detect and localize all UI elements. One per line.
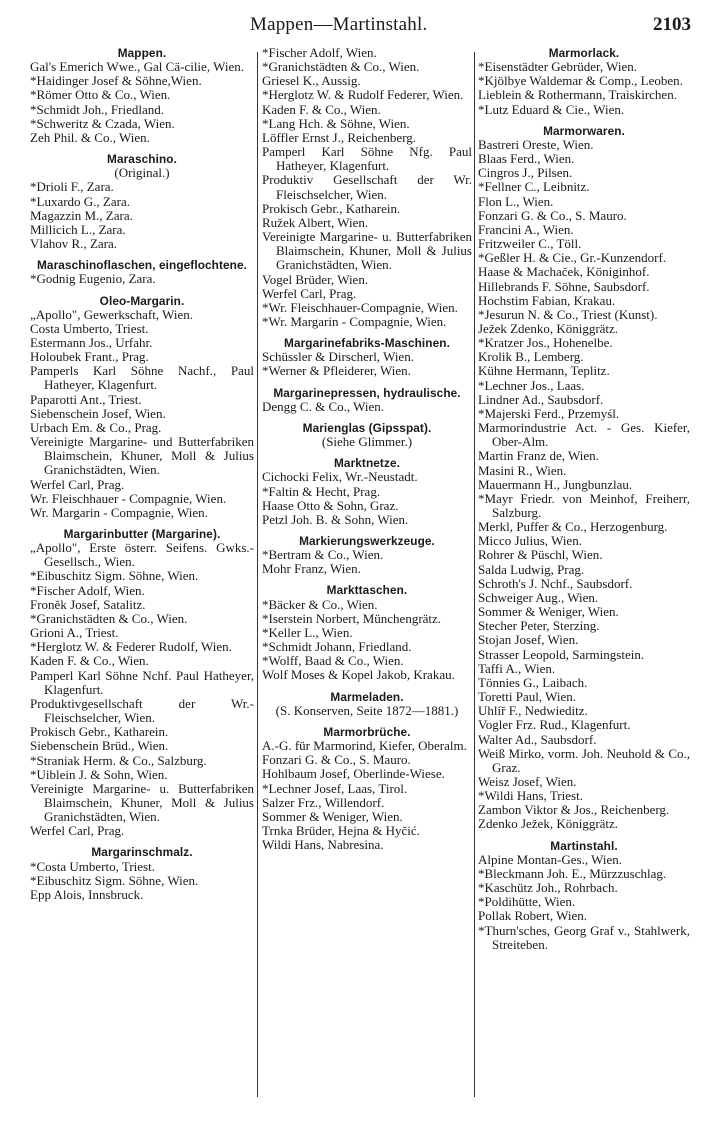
directory-entry: *Bertram & Co., Wien. — [262, 547, 384, 563]
directory-entry: *Granichstädten & Co., Wien. — [30, 610, 188, 626]
directory-entry: *Wr. Fleischhauer-Compagnie, Wien. — [262, 299, 458, 315]
directory-entry: Petzl Joh. B. & Sohn, Wien. — [262, 511, 409, 527]
section-heading: Markttaschen. — [326, 583, 408, 598]
directory-entry: Schüssler & Dirscherl, Wien. — [262, 349, 414, 365]
directory-entry: *Fischer Adolf, Wien. — [30, 582, 145, 598]
directory-entry: Zdenko Ježek, Königgrätz. — [478, 816, 619, 832]
directory-entry: Strasser Leopold, Sarmingstein. — [478, 646, 645, 662]
directory-entry: Salda Ludwig, Prag. — [478, 561, 585, 577]
directory-entry: Vereinigte Margarine- u. Butterfabriken Blaimschein, Khuner, Moll & Julius Granichstädten, Wien. — [262, 229, 472, 273]
directory-entry: Taffi A., Wien. — [478, 660, 556, 676]
directory-entry: Wr. Margarin - Compagnie, Wien. — [30, 504, 208, 520]
directory-entry: Zeh Phil. & Co., Wien. — [30, 129, 150, 145]
directory-entry: Cingros J., Pilsen. — [478, 165, 573, 181]
directory-entry: *Wildi Hans, Triest. — [478, 788, 583, 804]
directory-entry: Salzer Frz., Willendorf. — [262, 794, 385, 810]
directory-entry: A.-G. für Marmorind, Kiefer, Oberalm. — [262, 738, 467, 754]
section-note: (Original.) — [114, 165, 170, 181]
directory-entry: Pamperl Karl Söhne Nchf. Paul Hatheyer, Klagenfurt. — [30, 667, 254, 697]
directory-entry: Grioni A., Triest. — [30, 625, 119, 641]
directory-entry: Pollak Robert, Wien. — [478, 908, 588, 924]
section-heading: Marienglas (Gipsspat). — [302, 420, 432, 435]
directory-entry: *Herglotz W. & Federer Rudolf, Wien. — [30, 639, 232, 655]
directory-entry: Ježek Zdenko, Königgrätz. — [478, 320, 619, 336]
directory-entry: Ružek Albert, Wien. — [262, 214, 369, 230]
directory-entry: Vereinigte Margarine- und Butterfabriken Blaimschein, Khuner, Moll & Julius Granichstädten, Wien. — [30, 434, 254, 478]
directory-entry: Schroth's J. Nchf., Saubsdorf. — [478, 575, 633, 591]
directory-entry: *Keller L., Wien. — [262, 624, 353, 640]
directory-entry: Kaden F. & Co., Wien. — [262, 101, 381, 117]
directory-entry: Rohrer & Püschl, Wien. — [478, 547, 603, 563]
section-gap — [30, 145, 254, 152]
directory-entry: *Mayr Friedr. von Meinhof, Freiherr, Salzburg. — [478, 490, 690, 520]
directory-entry: *Lutz Eduard & Cie., Wien. — [478, 101, 625, 117]
directory-entry: Hillebrands F. Söhne, Saubsdorf. — [478, 278, 650, 294]
directory-entry: Krolik B., Lemberg. — [478, 349, 584, 365]
directory-entry: Wolf Moses & Kopel Jakob, Krakau. — [262, 667, 455, 683]
directory-entry: Sommer & Weniger, Wien. — [478, 604, 619, 620]
section-heading: Margarinepressen, hydraulische. — [273, 385, 461, 400]
section-heading: Maraschinoflaschen, eingeflochtene. — [37, 258, 247, 273]
directory-entry: Prokisch Gebr., Katharein. — [30, 724, 169, 740]
directory-entry: Wildi Hans, Nabresina. — [262, 837, 384, 853]
directory-entry: Werfel Carl, Prag. — [30, 823, 125, 839]
section-gap — [262, 576, 472, 583]
directory-entry: *Lechner Josef, Laas, Tirol. — [262, 780, 408, 796]
directory-entry: Zambon Viktor & Jos., Reichenberg. — [478, 802, 670, 818]
directory-entry: *Costa Umberto, Triest. — [30, 858, 155, 874]
section-gap — [262, 329, 472, 336]
directory-entry: Kühne Hermann, Teplitz. — [478, 363, 610, 379]
directory-entry: *Bleckmann Joh. E., Mürzzuschlag. — [478, 865, 667, 881]
directory-entry: Costa Umberto, Triest. — [30, 320, 149, 336]
section-gap — [262, 683, 472, 690]
section-heading: Margarinbutter (Margarine). — [63, 527, 221, 541]
directory-entry: *Römer Otto & Co., Wien. — [30, 87, 171, 103]
directory-entry: Holoubek Frant., Prag. — [30, 349, 149, 365]
section-heading: Markierungswerkzeuge. — [299, 534, 435, 548]
directory-entry: *Fischer Adolf, Wien. — [262, 45, 377, 60]
directory-entry: Vereinigte Margarine- u. Butterfabriken Blaimschein, Khuner, Moll & Julius Granichstädten, Wien. — [30, 780, 254, 825]
directory-entry: Walter Ad., Saubsdorf. — [478, 731, 597, 747]
directory-entry: Mohr Franz, Wien. — [262, 561, 361, 577]
directory-entry: *Poldihütte, Wien. — [478, 894, 576, 910]
directory-entry: Lindner Ad., Saubsdorf. — [478, 391, 604, 407]
directory-entry: Prokisch Gebr., Katharein. — [262, 200, 401, 216]
directory-entry: Siebenschein Josef, Wien. — [30, 405, 166, 421]
section-gap — [478, 117, 690, 124]
directory-entry: *Lang Hch. & Söhne, Wien. — [262, 115, 410, 131]
column-middle — [262, 46, 472, 852]
directory-entry: *Straniak Herm. & Co., Salzburg. — [30, 752, 207, 768]
column-divider — [474, 52, 475, 1097]
section-gap — [262, 414, 472, 421]
directory-entry: Cichocki Felix, Wr.-Neustadt. — [262, 469, 418, 485]
directory-entry: *Werner & Pfleiderer, Wien. — [262, 363, 411, 379]
section-gap — [30, 520, 254, 527]
directory-entry: Weiß Mirko, vorm. Joh. Neuhold & Co., Graz. — [478, 745, 690, 775]
directory-entry: *Geßler H. & Cie., Gr.-Kunzendorf. — [478, 250, 667, 266]
directory-entry: Stecher Peter, Sterzing. — [478, 618, 600, 634]
directory-entry: *Bäcker & Co., Wien. — [262, 596, 378, 612]
directory-entry: *Eibuschitz Sigm. Söhne, Wien. — [30, 872, 199, 888]
section-note: (Siehe Glimmer.) — [321, 434, 413, 450]
section-heading: Maraschino. — [107, 152, 177, 167]
directory-entry: Griesel K., Aussig. — [262, 73, 361, 89]
section-gap — [262, 718, 472, 725]
page-header — [0, 14, 727, 44]
directory-entry: Werfel Carl, Prag. — [262, 285, 357, 301]
directory-entry: *Wr. Margarin - Compagnie, Wien. — [262, 313, 447, 329]
directory-entry: Sommer & Weniger, Wien. — [262, 808, 403, 824]
directory-entry: Pamperls Karl Söhne Nachf., Paul Hatheyer, Klagenfurt. — [30, 363, 254, 393]
section-note: (S. Konserven, Seite 1872—1881.) — [275, 702, 459, 718]
column-right — [478, 46, 690, 952]
page-number: 2103 — [653, 14, 691, 35]
directory-entry: Francini A., Wien. — [478, 221, 574, 237]
directory-entry: Merkl, Puffer & Co., Herzogenburg. — [478, 519, 668, 535]
directory-entry: Blaas Ferd., Wien. — [478, 151, 575, 167]
directory-entry: Toretti Paul, Wien. — [478, 689, 576, 705]
directory-entry: Froněk Josef, Satalitz. — [30, 596, 146, 612]
directory-entry: *Kjölbye Waldemar & Comp., Leoben. — [478, 73, 683, 89]
directory-entry: *Schmidt Johann, Friedland. — [262, 639, 412, 655]
directory-entry: *Jesurun N. & Co., Triest (Kunst). — [478, 306, 658, 322]
directory-entry: *Schweritz & Czada, Wien. — [30, 115, 175, 131]
directory-entry: Produktiv Gesellschaft der Wr. Fleischselcher, Wien. — [262, 172, 472, 202]
directory-entry: Fonzari G. & Co., S. Mauro. — [262, 752, 411, 768]
directory-entry: Estermann Jos., Urfahr. — [30, 334, 153, 350]
section-gap — [30, 287, 254, 294]
directory-entry: „Apollo", Erste österr. Seifens. Gwks.-Gesellsch., Wien. — [30, 540, 254, 570]
directory-entry: Bastreri Oreste, Wien. — [478, 136, 594, 152]
directory-entry: Wr. Fleischhauer - Compagnie, Wien. — [30, 490, 227, 506]
column-left — [30, 46, 254, 902]
section-gap — [478, 832, 690, 839]
section-heading: Martinstahl. — [550, 838, 618, 853]
directory-entry: *Kratzer Jos., Hohenelbe. — [478, 335, 613, 351]
directory-entry: Siebenschein Brüd., Wien. — [30, 738, 169, 754]
directory-entry: Martin Franz de, Wien. — [478, 448, 599, 464]
page-title: Mappen—Martinstahl. — [250, 14, 428, 35]
directory-entry: *Eisenstädter Gebrüder, Wien. — [478, 59, 637, 75]
directory-entry: *Thurn'sches, Georg Graf v., Stahlwerk, Streiteben. — [478, 922, 690, 952]
directory-entry: Haase Otto & Sohn, Graz. — [262, 497, 399, 513]
directory-entry: Kaden F. & Co., Wien. — [30, 653, 149, 669]
section-heading: Margarinschmalz. — [91, 845, 193, 860]
directory-entry: Weisz Josef, Wien. — [478, 773, 577, 789]
section-heading: Mappen. — [117, 46, 167, 60]
directory-entry: Haase & Machaček, Königinhof. — [478, 264, 650, 280]
directory-entry: Tönnies G., Laibach. — [478, 674, 588, 690]
directory-entry: *Lechner Jos., Laas. — [478, 377, 585, 393]
directory-entry: *Luxardo G., Zara. — [30, 193, 130, 209]
directory-entry: Hohlbaum Josef, Oberlinde-Wiese. — [262, 766, 445, 782]
directory-entry: *Kaschütz Joh., Rohrbach. — [478, 880, 618, 896]
directory-entry: Micco Julius, Wien. — [478, 533, 582, 549]
section-gap — [262, 379, 472, 386]
section-gap — [262, 449, 472, 456]
directory-entry: Fonzari G. & Co., S. Mauro. — [478, 207, 627, 223]
section-gap — [30, 838, 254, 845]
directory-entry: Fritzweiler C., Töll. — [478, 236, 582, 252]
directory-entry: *Majerski Ferd., Przemyśl. — [478, 405, 620, 421]
directory-entry: Löffler Ernst J., Reichenberg. — [262, 129, 417, 145]
directory-entry: *Iserstein Norbert, Münchengrätz. — [262, 610, 442, 626]
directory-entry: Mauermann H., Jungbunzlau. — [478, 476, 633, 492]
directory-entry: Vogel Brüder, Wien. — [262, 271, 369, 287]
directory-entry: Produktivgesellschaft der Wr.-Fleischselcher, Wien. — [30, 695, 254, 726]
directory-entry: Pamperl Karl Söhne Nfg. Paul Hatheyer, Klagenfurt. — [262, 144, 472, 174]
section-heading: Marmorwaren. — [543, 123, 625, 138]
directory-entry: Dengg C. & Co., Wien. — [262, 398, 385, 414]
directory-entry: Vogler Frz. Rud., Klagenfurt. — [478, 717, 631, 733]
directory-entry: Stojan Josef, Wien. — [478, 632, 579, 648]
directory-entry: Trnka Brüder, Hejna & Hyčić. — [262, 822, 420, 838]
directory-entry: *Haidinger Josef & Söhne,Wien. — [30, 73, 202, 89]
directory-entry: Werfel Carl, Prag. — [30, 476, 125, 492]
directory-entry: *Granichstädten & Co., Wien. — [262, 59, 420, 75]
directory-entry: „Apollo", Gewerkschaft, Wien. — [30, 306, 194, 322]
directory-entry: Lieblein & Rothermann, Traiskirchen. — [478, 87, 677, 103]
directory-entry: Epp Alois, Innsbruck. — [30, 886, 144, 902]
directory-entry: *Herglotz W. & Rudolf Federer, Wien. — [262, 87, 464, 103]
directory-entry: *Faltin & Hecht, Prag. — [262, 483, 381, 499]
directory-entry: Millicich L., Zara. — [30, 221, 126, 237]
directory-entry: Magazzin M., Zara. — [30, 207, 133, 223]
directory-entry: Gal's Emerich Wwe., Gal Cä-cilie, Wien. — [30, 59, 244, 75]
directory-entry: *Godnig Eugenio, Zara. — [30, 271, 156, 287]
directory-entry: *Wolff, Baad & Co., Wien. — [262, 653, 404, 669]
section-gap — [262, 527, 472, 534]
directory-entry: *Schmidt Joh., Friedland. — [30, 101, 164, 117]
directory-entry: Masini R., Wien. — [478, 462, 567, 478]
directory-entry: *Drioli F., Zara. — [30, 179, 114, 195]
section-heading: Marktnetze. — [333, 456, 400, 471]
directory-entry: Marmorindustrie Act. - Ges. Kiefer, Ober-Alm. — [478, 420, 690, 450]
directory-entry: *Eibuschitz Sigm. Söhne, Wien. — [30, 568, 199, 584]
section-gap — [30, 251, 254, 258]
directory-entry: *Fellner C., Leibnitz. — [478, 179, 590, 195]
directory-entry: Alpine Montan-Ges., Wien. — [478, 851, 623, 867]
directory-entry: Schweiger Aug., Wien. — [478, 589, 599, 605]
section-heading: Oleo-Margarin. — [99, 293, 185, 308]
directory-entry: Uhlíř F., Nedwieditz. — [478, 703, 588, 719]
directory-entry: Hochstim Fabian, Krakau. — [478, 292, 616, 308]
directory-entry: Paparotti Ant., Triest. — [30, 391, 142, 407]
section-heading: Margarinefabriks-Maschinen. — [284, 336, 450, 351]
directory-entry: Urbach Em. & Co., Prag. — [30, 419, 162, 435]
section-heading: Marmorlack. — [548, 46, 620, 60]
directory-entry: Vlahov R., Zara. — [30, 236, 118, 252]
directory-entry: Flon L., Wien. — [478, 193, 554, 209]
column-divider — [257, 52, 258, 1097]
section-heading: Marmeladen. — [330, 689, 404, 704]
directory-entry: *Uiblein J. & Sohn, Wien. — [30, 766, 168, 782]
section-heading: Marmorbrüche. — [323, 724, 411, 739]
